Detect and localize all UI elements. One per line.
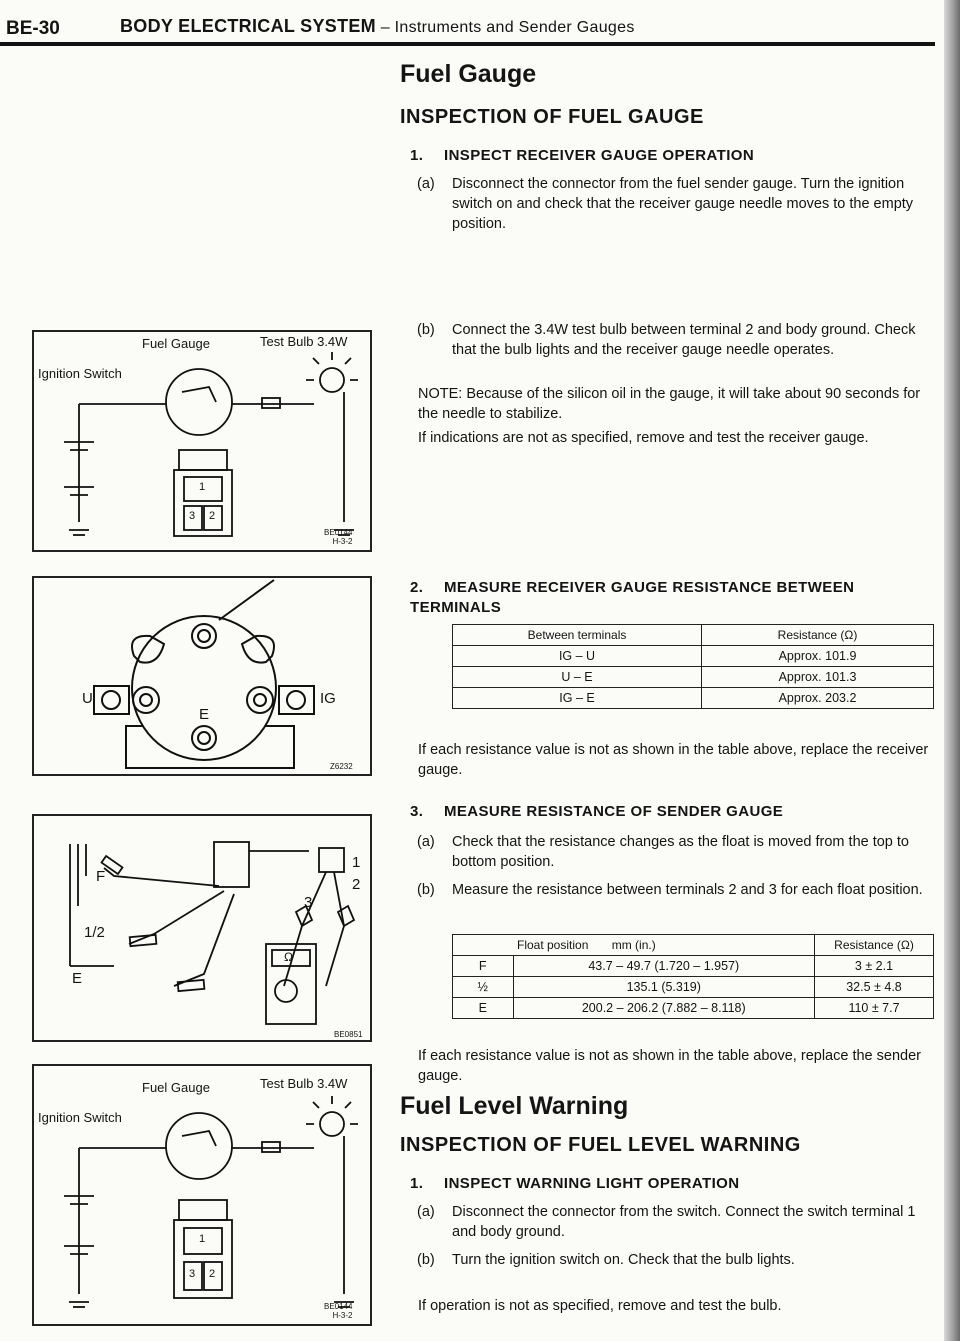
receiver-resistance-table <box>452 624 934 709</box>
table-row: IG – E Approx. 203.2 <box>453 688 934 709</box>
fig3-term-2: 2 <box>352 876 361 893</box>
table-header-row: Float position mm (in.) Resistance (Ω) <box>453 935 934 956</box>
step-3b-text: (b) Measure the resistance between terminals 2 and 3 for each float position. <box>417 882 923 898</box>
step-1a-text: (a) Disconnect the connector from the fuel sender gauge. Turn the ignition switch on and check that the receiver gauge needle moves to the empty position. <box>417 176 914 232</box>
page-number: BE-30 <box>6 18 60 39</box>
fig1-label-gauge: Fuel Gauge <box>142 336 210 351</box>
fig2-label-ig: IG <box>320 690 336 707</box>
subheading-inspection-fuel-level-warning: INSPECTION OF FUEL LEVEL WARNING <box>400 1134 801 1156</box>
fig4-pin-2: 2 <box>209 1268 216 1280</box>
fig3-code: BE0851 <box>334 1030 363 1039</box>
fig3-label-f: F <box>96 868 106 885</box>
section-title-fuel-level-warning: Fuel Level Warning <box>400 1092 629 1120</box>
fig1-pin-1: 1 <box>199 481 206 493</box>
fig3-ohm-symbol: Ω <box>284 950 293 964</box>
warning-step-1-heading: 1. INSPECT WARNING LIGHT OPERATION <box>410 1175 740 1192</box>
note-text: NOTE: Because of the silicon oil in the gauge, it will take about 90 seconds for the needle to stabilize. <box>418 386 921 422</box>
fig3-term-3: 3 <box>304 894 313 911</box>
fig3-term-1: 1 <box>352 854 361 871</box>
table-row: ½ 135.1 (5.319) 32.5 ± 4.8 <box>453 977 934 998</box>
fig1-pin-2: 2 <box>209 510 216 522</box>
table-row: IG – U Approx. 101.9 <box>453 646 934 667</box>
fig4-label-bulb: Test Bulb 3.4W <box>260 1076 348 1091</box>
fig3-label-half: 1/2 <box>84 924 105 941</box>
fig2-label-e: E <box>199 706 210 723</box>
figure-circuit-fuel-gauge <box>32 330 372 552</box>
figure-circuit-warning <box>32 1064 372 1326</box>
step-1-heading: 1. INSPECT RECEIVER GAUGE OPERATION <box>410 147 755 164</box>
step-3a-text: (a) Check that the resistance changes as the float is moved from the top to bottom position. <box>417 834 909 870</box>
figure-sender-gauge <box>32 814 372 1042</box>
fig3-label-e: E <box>72 970 83 987</box>
fig1-pin-3: 3 <box>189 510 196 522</box>
fig1-label-bulb: Test Bulb 3.4W <box>260 334 348 349</box>
figure-gauge-terminals <box>32 576 372 776</box>
page-edge-shadow <box>944 0 960 1341</box>
header-separator: – <box>375 19 395 36</box>
fig1-label-switch: Ignition Switch <box>38 366 122 381</box>
fig4-pin-3: 3 <box>189 1268 196 1280</box>
page-header-title <box>120 16 635 37</box>
indication-text: If indications are not as specified, remove and test the receiver gauge. <box>418 430 869 446</box>
warning-step-1b-text: (b) Turn the ignition switch on. Check that the bulb lights. <box>417 1252 795 1268</box>
fig2-code: Z6232 <box>330 762 353 771</box>
fig4-pin-1: 1 <box>199 1233 206 1245</box>
step-1b-text: (b) Connect the 3.4W test bulb between terminal 2 and body ground. Check that the bulb lights and the receiver gauge needle operates. <box>417 322 916 358</box>
fig4-label-gauge: Fuel Gauge <box>142 1080 210 1095</box>
table-row: F 43.7 – 49.7 (1.720 – 1.957) 3 ± 2.1 <box>453 956 934 977</box>
gauge-terminal-diagram <box>34 578 374 778</box>
fig2-label-u: U <box>82 690 93 707</box>
table-row: U – E Approx. 101.3 <box>453 667 934 688</box>
table-row: E 200.2 – 206.2 (7.882 – 8.118) 110 ± 7.7 <box>453 998 934 1019</box>
header-subtitle: Instruments and Sender Gauges <box>394 19 635 36</box>
step-2-heading: 2. MEASURE RECEIVER GAUGE RESISTANCE BETWEEN TERMINALS <box>410 579 855 616</box>
step-3-heading: 3. MEASURE RESISTANCE OF SENDER GAUGE <box>410 803 784 820</box>
fig4-label-switch: Ignition Switch <box>38 1110 122 1125</box>
section-title-fuel-gauge: Fuel Gauge <box>400 60 537 88</box>
header-title: BODY ELECTRICAL SYSTEM <box>120 16 376 36</box>
table-header-row: Between terminals Resistance (Ω) <box>453 625 934 646</box>
step-2-after-text: If each resistance value is not as shown in the table above, replace the receiver gauge. <box>418 742 929 778</box>
warning-after-text: If operation is not as specified, remove and test the bulb. <box>418 1298 782 1314</box>
step-3-after-text: If each resistance value is not as shown in the table above, replace the sender gauge. <box>418 1048 921 1084</box>
header-rule <box>0 42 935 46</box>
warning-circuit-diagram <box>34 1066 374 1328</box>
subheading-inspection-fuel-gauge: INSPECTION OF FUEL GAUGE <box>400 106 704 128</box>
sender-resistance-table <box>452 934 934 1019</box>
fig1-code: BE0144 H-3-2 <box>324 528 353 546</box>
warning-step-1a-text: (a) Disconnect the connector from the switch. Connect the switch terminal 1 and body ground. <box>417 1204 916 1240</box>
fig4-code: BE0144 H-3-2 <box>324 1302 353 1320</box>
header-float-position: Float position mm (in.) <box>513 935 815 956</box>
